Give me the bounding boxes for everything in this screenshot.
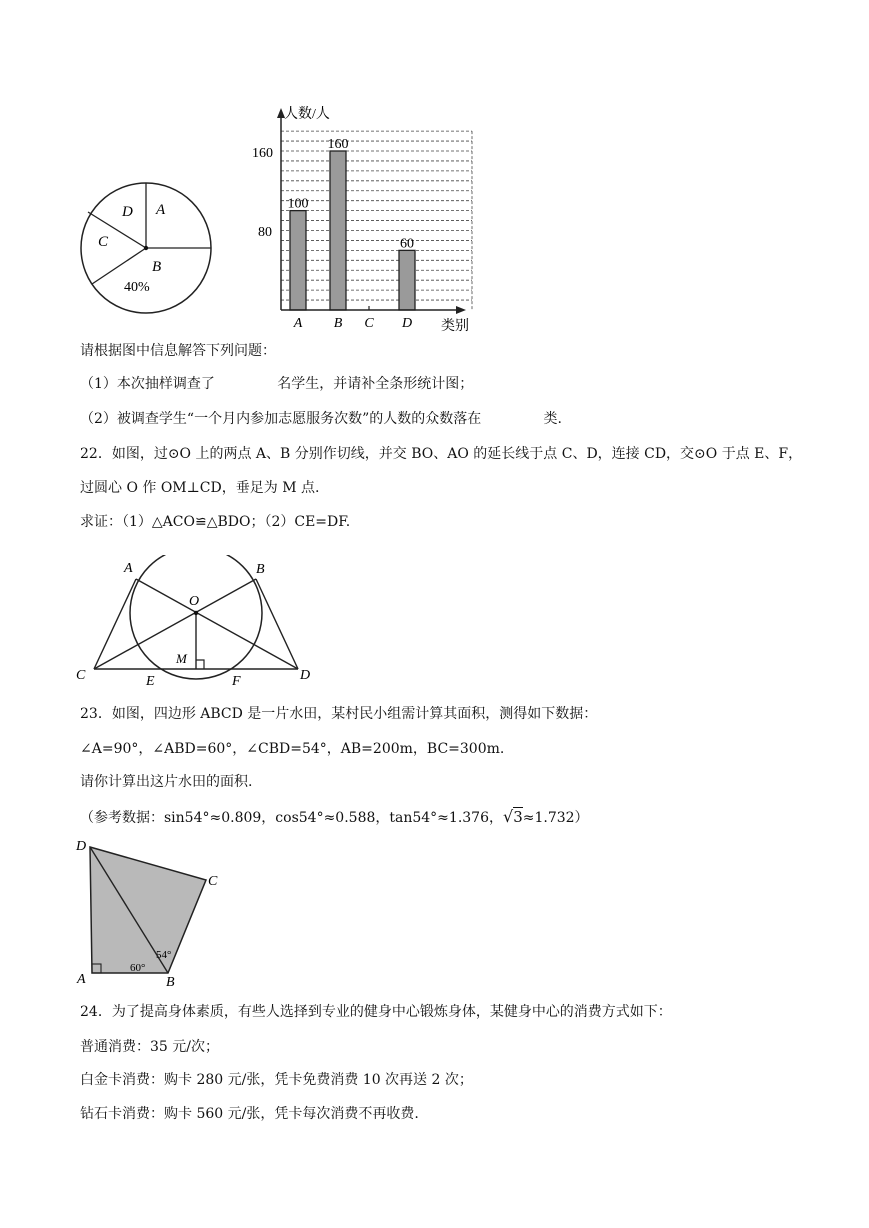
bar-ylabel: 人数/人 bbox=[284, 107, 330, 122]
bar-data-label-b: 160 bbox=[327, 137, 349, 152]
bar-data-label-d: 60 bbox=[400, 236, 414, 252]
pie-label-a: A bbox=[156, 202, 166, 218]
bar-d bbox=[399, 250, 415, 310]
bar-chart bbox=[240, 100, 480, 335]
pie-label-c: C bbox=[98, 234, 109, 250]
q23-figure bbox=[72, 835, 242, 995]
bar-category-label-c: C bbox=[364, 316, 374, 331]
bar-ytick-160: 160 bbox=[252, 146, 273, 161]
pie-chart bbox=[76, 176, 216, 316]
pie-label-b-percent: 40% bbox=[124, 280, 150, 295]
q24-line1: 24．为了提高身体素质，有些人选择到专业的健身中心锻炼身体，某健身中心的消费方式如下： bbox=[80, 1004, 672, 1020]
q22-label-o: O bbox=[189, 594, 200, 609]
q23-label-c: C bbox=[208, 874, 218, 889]
q23-label-d: D bbox=[76, 839, 87, 854]
bar-category-label-a: A bbox=[293, 316, 303, 331]
q23-label-b: B bbox=[166, 975, 175, 990]
bar-ytick-80: 80 bbox=[258, 225, 272, 240]
bar-a bbox=[290, 211, 306, 310]
bar-category-label-b: B bbox=[333, 316, 343, 331]
q23-label-a: A bbox=[77, 972, 86, 987]
q21-part2: （2）被调查学生“一个月内参加志愿服务次数”的人数的众数落在 类. bbox=[80, 411, 562, 427]
pie-label-b: B bbox=[152, 259, 162, 275]
q22-label-m: M bbox=[176, 651, 187, 666]
q21-intro: 请根据图中信息解答下列问题： bbox=[80, 343, 276, 359]
sqrt-symbol: √ bbox=[503, 807, 514, 826]
bar-data-label-a: 100 bbox=[287, 196, 309, 212]
q23-reference-suffix: ≈1.732） bbox=[522, 810, 589, 826]
bar-grid bbox=[281, 131, 472, 310]
q22-label-d: D bbox=[300, 668, 311, 683]
bar-b bbox=[330, 151, 346, 310]
q23-sqrt-radicand: 3 bbox=[513, 808, 523, 826]
q24-line2: 普通消费：35 元/次； bbox=[80, 1039, 219, 1055]
q22-line2: 过圆心 O 作 OM⊥CD，垂足为 M 点. bbox=[80, 480, 320, 496]
q22-line3: 求证：（1）△ACO≌△BDO；（2）CE=DF. bbox=[80, 514, 351, 530]
q23-line2: ∠A=90°，∠ABD=60°，∠CBD=54°，AB=200m，BC=300m. bbox=[80, 741, 505, 757]
q23-line3: 请你计算出这片水田的面积. bbox=[80, 774, 253, 790]
q23-reference-prefix: （参考数据：sin54°≈0.809，cos54°≈0.588，tan54°≈1.376， bbox=[80, 810, 503, 826]
q22-label-f: F bbox=[232, 674, 241, 689]
q24-line3: 白金卡消费：购卡 280 元/张，凭卡免费消费 10 次再送 2 次； bbox=[80, 1072, 473, 1088]
q22-label-e: E bbox=[146, 674, 155, 689]
q22-label-b: B bbox=[256, 562, 265, 577]
q22-label-a: A bbox=[124, 561, 133, 576]
bar-xlabel: 类别 bbox=[441, 319, 469, 334]
q22-figure bbox=[72, 555, 332, 690]
pie-label-d: D bbox=[122, 204, 133, 220]
q24-line4: 钻石卡消费：购卡 560 元/张，凭卡每次消费不再收费. bbox=[80, 1106, 419, 1122]
q23-angle-60: 60° bbox=[130, 962, 146, 974]
q22-line1: 22．如图，过⊙O 上的两点 A、B 分别作切线，并交 BO、AO 的延长线于点 C、D，连接 CD，交⊙O 于点 E、F， bbox=[80, 446, 803, 462]
q23-line1: 23．如图，四边形 ABCD 是一片水田，某村民小组需计算其面积，测得如下数据： bbox=[80, 706, 598, 722]
bar-marks bbox=[288, 137, 416, 331]
q23-line4 bbox=[80, 808, 589, 827]
q22-label-c: C bbox=[76, 668, 86, 683]
bar-category-label-d: D bbox=[401, 316, 413, 331]
q23-angle-54: 54° bbox=[156, 949, 172, 961]
q21-part1: （1）本次抽样调查了 名学生，并请补全条形统计图； bbox=[80, 376, 474, 392]
